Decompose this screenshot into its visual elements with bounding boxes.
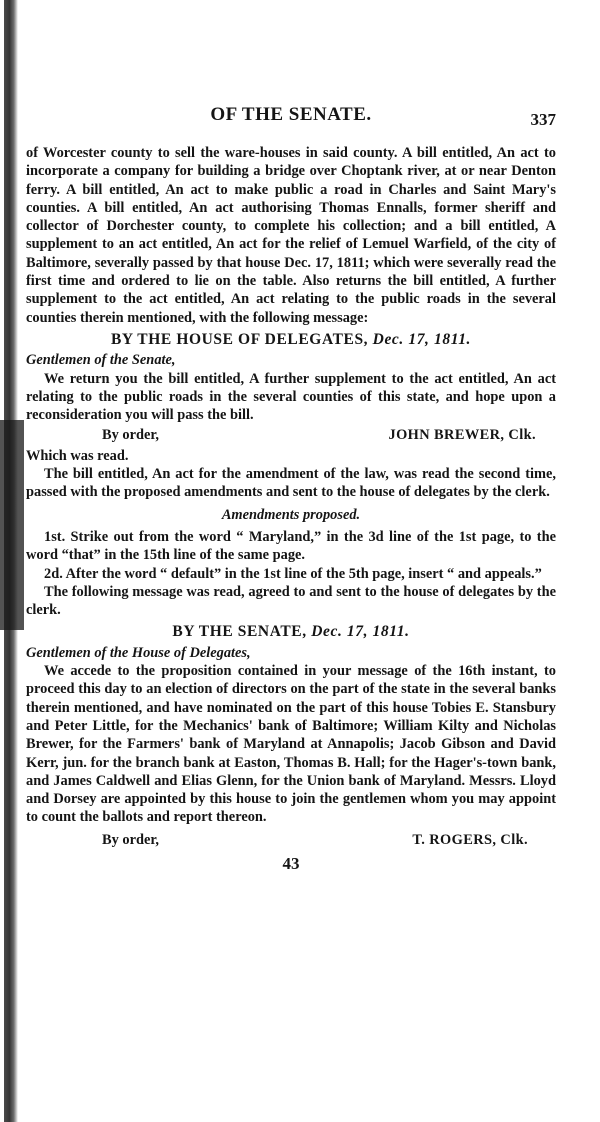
paragraph-bills: of Worcester county to sell the ware-houses in said county. A bill entitled, An act to incorporate a company for building a bridge over Choptank river, at or near Denton ferry. A bill entitled, An act to make public a road in Charles and Saint Mary's counties. A bill entitled, An act authorising Thomas Ennalls, former sheriff and collector of Dorchester county, to complete his collection; and a bill entitled, A supplement to an act entitled, An act for the relief of Lemuel Warfield, of the city of Baltimore, severally passed by that house Dec. 17, 1811; which were severally read the first time and ordered to lie on the table. Also returns the bill entitled, A further supplement to the act entitled, An act relating to the public roads in the several counties therein mentioned, with the following message:: [26, 145, 556, 326]
amendment-second: 2d. After the word “ default” in the 1st line of the 5th page, insert “ and appeals.”: [44, 565, 542, 582]
document-page: [26, 96, 556, 873]
signature-order: By order,: [102, 427, 160, 444]
page-header: [26, 96, 556, 129]
signature-block-2: [26, 831, 556, 849]
salutation-house: Gentlemen of the House of Delegates,: [26, 644, 251, 661]
salutation-senate: Gentlemen of the Senate,: [26, 352, 176, 369]
printer-signature-mark: 43: [282, 853, 300, 873]
signature-name: T. ROGERS, Clk.: [412, 831, 528, 848]
heading-senate: [26, 623, 556, 641]
paragraph-election: We accede to the proposition contained in your message of the 16th instant, to proceed this day to an election of directors on the part of the state in the several banks therein mentioned, and have nominated on the part of this house Tobies E. Stansbury and Peter Little, for the Mechanics' bank of Baltimore; William Kilty and Nicholas Brewer, for the Farmers' bank of Maryland at Annapolis; Jacob Gibson and David Kerr, jun. for the branch bank at Easton, Thomas B. Hall; for the Hager's-town bank, and James Caldwell and Elias Glenn, for the Union bank of Maryland. Messrs. Lloyd and Dorsey are appointed by this house to join the gentlemen whom you may appoint to count the ballots and report thereon.: [26, 663, 556, 826]
paragraph-following-message: The following message was read, agreed to and sent to the house of delegates by the clerk.: [26, 583, 556, 619]
signature-name: JOHN BREWER, Clk.: [388, 427, 536, 444]
signature-block-1: [26, 426, 556, 444]
paragraph-read: Which was read.: [26, 447, 129, 464]
page-title: OF THE SENATE.: [210, 104, 372, 125]
signature-order: By order,: [102, 831, 160, 848]
paragraph-amendment-law: The bill entitled, An act for the amendment of the law, was read the second time, passed with the proposed amendments and sent to the house of delegates by the clerk.: [26, 466, 556, 501]
heading-house-of-delegates: [26, 331, 556, 349]
amendments-title: Amendments proposed.: [221, 506, 361, 523]
body-text: [26, 144, 556, 873]
page-number: 337: [530, 110, 556, 129]
heading-date: Dec. 17, 1811.: [372, 330, 472, 348]
heading-date: Dec. 17, 1811.: [311, 623, 410, 641]
heading-main: BY THE HOUSE OF DELEGATES,: [110, 330, 369, 348]
paragraph-message: We return you the bill entitled, A further supplement to the act entitled, An act relating to the public roads in the several counties of this state, and hope upon a reconsideration you will pass the bill.: [26, 370, 556, 424]
binding-dark-patch: [0, 420, 24, 630]
heading-main: BY THE SENATE,: [172, 623, 307, 641]
amendment-first: 1st. Strike out from the word “ Maryland,” in the 3d line of the 1st page, to the word “that” in the 15th line of the same page.: [26, 528, 556, 564]
